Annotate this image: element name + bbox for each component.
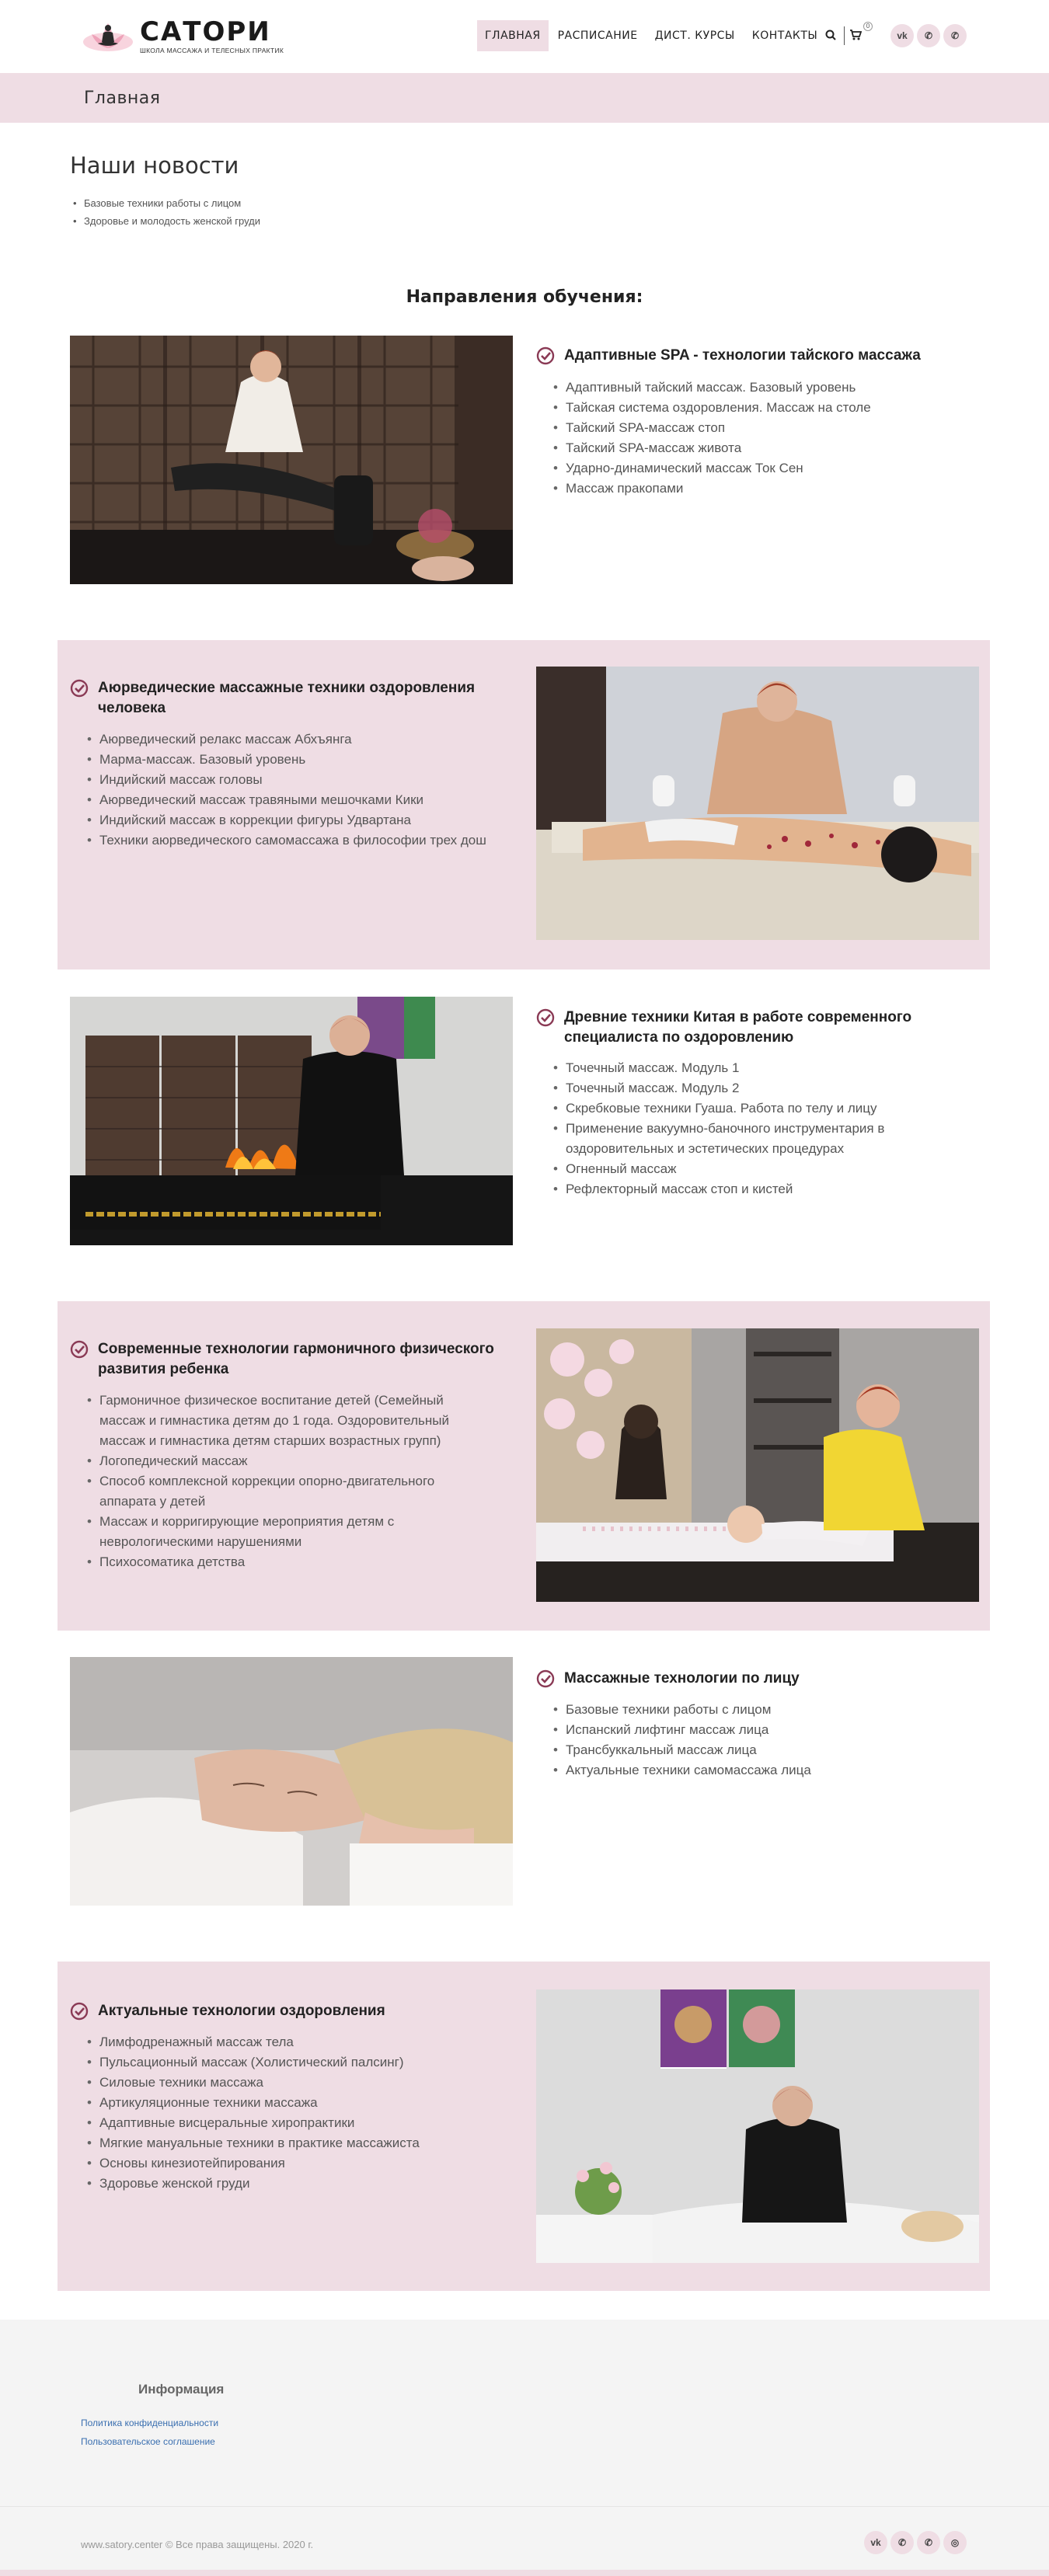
direction-item: • Базовые техники работы с лицом <box>536 1700 956 1720</box>
site-header <box>0 0 1049 73</box>
direction-items <box>536 1058 956 1199</box>
news-title: Наши новости <box>70 152 239 179</box>
direction-item: • Индийский массаж в коррекции фигуры Удвартана <box>70 810 490 830</box>
site-footer <box>0 2320 1049 2576</box>
face-massage-photo <box>70 1657 513 1930</box>
cart-count-badge: 0 <box>863 22 873 31</box>
privacy-policy-link[interactable]: Политика конфиденциальности <box>81 2418 219 2428</box>
direction-item: • Индийский массаж головы <box>70 770 490 790</box>
direction-item: • Логопедический массаж <box>70 1451 490 1471</box>
footer-heading: Информация <box>138 2382 225 2397</box>
direction-title <box>70 678 505 719</box>
instagram-icon[interactable]: ◎ <box>943 2531 967 2554</box>
direction-item: • Пульсационный массаж (Холистический палсинг) <box>70 2052 490 2073</box>
search-icon[interactable] <box>822 26 839 44</box>
direction-title <box>536 1008 971 1048</box>
direction-item: • Трансбуккальный массаж лица <box>536 1740 956 1760</box>
direction-item: • Техники аюрведического самомассажа в философии трех дош <box>70 830 490 851</box>
direction-item: • Аюрведический релакс массаж Абхъянга <box>70 729 490 750</box>
vk-icon[interactable]: vk <box>864 2531 887 2554</box>
direction-title <box>70 2001 505 2021</box>
lotus-meditation-icon <box>81 17 135 56</box>
direction-items <box>70 1391 490 1572</box>
direction-title-text: Адаптивные SPA - технологии тайского массажа <box>564 347 921 364</box>
fire-massage-photo <box>70 997 513 1270</box>
user-agreement-link[interactable]: Пользовательское соглашение <box>81 2436 215 2447</box>
check-circle-icon <box>536 1669 555 1688</box>
direction-item: • Применение вакуумно-баночного инструментария в оздоровительных и эстетических процедурах <box>536 1119 956 1159</box>
site-logo[interactable] <box>81 17 284 56</box>
direction-title <box>70 1339 505 1380</box>
direction-item: • Мягкие мануальные техники в практике массажиста <box>70 2133 490 2153</box>
check-circle-icon <box>70 2002 89 2021</box>
cart-icon[interactable] <box>847 26 864 44</box>
page-title-band <box>0 73 1049 123</box>
page-title: Главная <box>84 89 161 108</box>
direction-item: • Психосоматика детства <box>70 1552 490 1572</box>
direction-item: • Массаж и корригирующие мероприятия детям с неврологическими нарушениями <box>70 1512 490 1552</box>
direction-item: • Адаптивные висцеральные хиропрактики <box>70 2113 490 2133</box>
direction-item: • Артикуляционные техники массажа <box>70 2093 490 2113</box>
viber-icon[interactable]: ✆ <box>890 2531 914 2554</box>
check-circle-icon <box>70 679 89 698</box>
nav-item-home[interactable]: ГЛАВНАЯ <box>477 20 549 51</box>
main-nav <box>477 20 827 51</box>
direction-item: • Тайский SPA-массаж стоп <box>536 418 956 438</box>
brand-title: САТОРИ <box>140 16 271 47</box>
direction-title-text: Массажные технологии по лицу <box>564 1670 800 1687</box>
direction-item: • Основы кинезиотейпирования <box>70 2153 490 2174</box>
direction-item: • Тайская система оздоровления. Массаж на столе <box>536 398 956 418</box>
direction-title <box>536 346 971 366</box>
direction-items <box>536 378 956 499</box>
bottom-strip <box>0 2570 1049 2576</box>
direction-item: • Марма-массаж. Базовый уровень <box>70 750 490 770</box>
check-circle-icon <box>536 1008 555 1027</box>
vk-icon[interactable]: vk <box>890 24 914 47</box>
direction-item: • Массаж пракопами <box>536 479 956 499</box>
direction-item: • Скребковые техники Гуаша. Работа по телу и лицу <box>536 1098 956 1119</box>
direction-title-text: Аюрведические массажные техники оздоровления человека <box>98 680 476 716</box>
direction-item: • Здоровье женской груди <box>70 2174 490 2194</box>
directions-heading: Направления обучения: <box>406 287 643 307</box>
direction-title-text: Древние техники Китая в работе современного специалиста по оздоровлению <box>564 1009 912 1046</box>
direction-items <box>536 1700 956 1781</box>
direction-items <box>70 729 490 851</box>
direction-item: • Способ комплексной коррекции опорно-двигательного аппарата у детей <box>70 1471 490 1512</box>
child-massage-photo <box>536 1328 979 1602</box>
whatsapp-icon[interactable]: ✆ <box>917 2531 940 2554</box>
footer-divider <box>0 2506 1049 2507</box>
check-circle-icon <box>536 346 555 365</box>
direction-item: • Точечный массаж. Модуль 2 <box>536 1078 956 1098</box>
whatsapp-icon[interactable]: ✆ <box>943 24 967 47</box>
news-item[interactable]: • Здоровье и молодость женской груди <box>70 212 260 230</box>
ayurveda-massage-photo <box>536 667 979 940</box>
copyright-text: www.satory.center © Все права защищены. 2020 г. <box>81 2539 314 2550</box>
direction-item: • Силовые техники массажа <box>70 2073 490 2093</box>
viber-icon[interactable]: ✆ <box>917 24 940 47</box>
direction-items <box>70 2032 490 2194</box>
news-item[interactable]: • Базовые техники работы с лицом <box>70 194 260 212</box>
news-list <box>70 194 260 230</box>
header-divider <box>844 26 845 45</box>
news-separator <box>70 247 964 258</box>
direction-title-text: Современные технологии гармоничного физического развития ребенка <box>98 1341 494 1377</box>
direction-item: • Тайский SPA-массаж живота <box>536 438 956 458</box>
check-circle-icon <box>70 1340 89 1359</box>
direction-title-text: Актуальные технологии оздоровления <box>98 2003 385 2019</box>
direction-item: • Ударно-динамический массаж Ток Сен <box>536 458 956 479</box>
direction-item: • Рефлекторный массаж стоп и кистей <box>536 1179 956 1199</box>
direction-item: • Аюрведический массаж травяными мешочками Кики <box>70 790 490 810</box>
nav-item-contacts[interactable]: КОНТАКТЫ <box>751 30 818 42</box>
direction-item: • Гармоничное физическое воспитание детей (Семейный массаж и гимнастика детям до 1 года. Оздоровительный массаж и гимнастика детям старших возрастных групп) <box>70 1391 490 1451</box>
direction-title <box>536 1669 971 1689</box>
nav-item-schedule[interactable]: РАСПИСАНИЕ <box>557 30 638 42</box>
brand-subtitle: ШКОЛА МАССАЖА И ТЕЛЕСНЫХ ПРАКТИК <box>140 47 284 54</box>
thai-massage-photo <box>70 336 513 609</box>
direction-item: • Точечный массаж. Модуль 1 <box>536 1058 956 1078</box>
direction-item: • Огненный массаж <box>536 1159 956 1179</box>
nav-item-distance-courses[interactable]: ДИСТ. КУРСЫ <box>654 30 735 42</box>
wellness-massage-photo <box>536 1989 979 2263</box>
direction-item: • Актуальные техники самомассажа лица <box>536 1760 956 1781</box>
direction-item: • Испанский лифтинг массаж лица <box>536 1720 956 1740</box>
direction-item: • Лимфодренажный массаж тела <box>70 2032 490 2052</box>
direction-item: • Адаптивный тайский массаж. Базовый уровень <box>536 378 956 398</box>
